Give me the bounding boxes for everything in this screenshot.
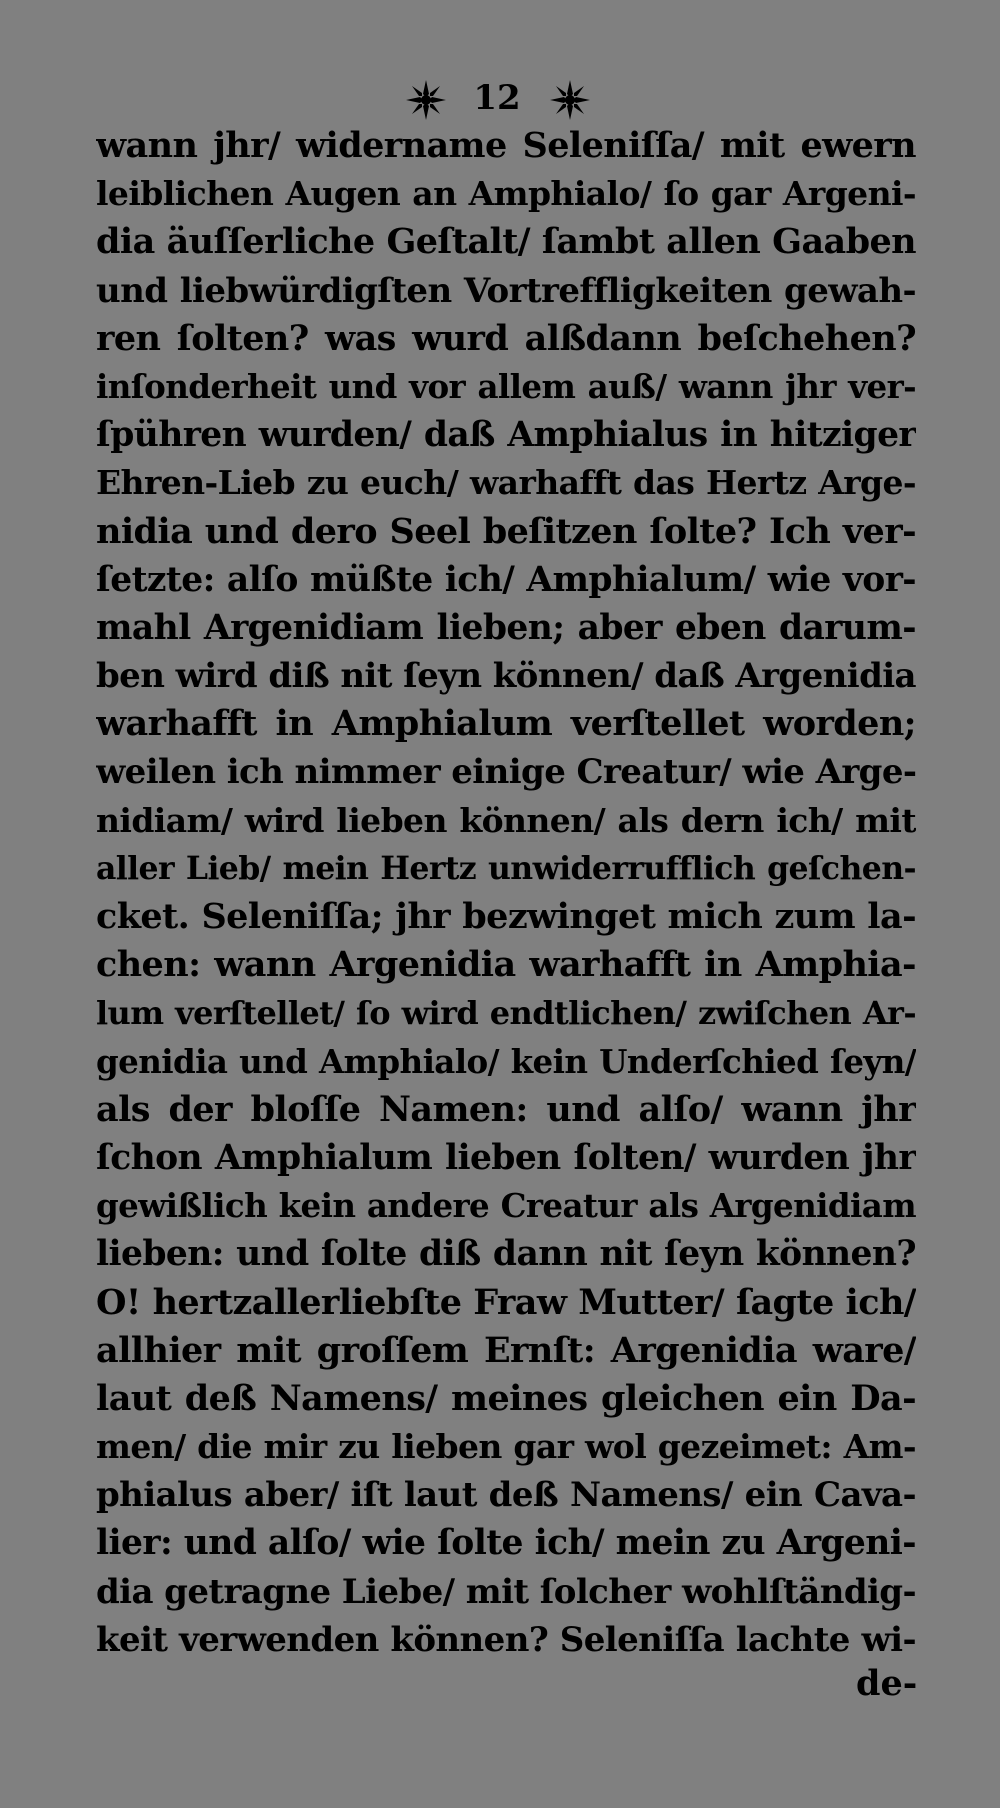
- text-line: leiblichen Augen an Amphialo/ ſo gar Argeni-: [96, 174, 916, 214]
- text-line: allhier mit groſſem Ernſt: Argenidia ware/: [96, 1329, 916, 1371]
- text-line: als der bloſſe Namen: und alſo/ wann jhr: [96, 1088, 916, 1130]
- text-line: aller Lieb/ mein Hertz unwiderrufflich geſchen-: [96, 849, 916, 887]
- text-line: nidiam/ wird lieben können/ als dern ich/ mit: [96, 800, 916, 840]
- text-line: und liebwürdigſten Vortreffligkeiten gewah-: [96, 270, 916, 311]
- text-line: genidia und Amphialo/ kein Underſchied ſeyn/: [96, 1041, 916, 1081]
- text-line: gewißlich kein andere Creatur als Argenidiam: [96, 1186, 916, 1226]
- text-line: ſetzte: alſo müßte ich/ Amphialum/ wie vor-: [96, 559, 916, 600]
- text-line: lieben: und ſolte diß dann nit ſeyn können?: [96, 1234, 916, 1275]
- text-line: lum verſtellet/ ſo wird endtlichen/ zwiſchen Ar-: [96, 994, 916, 1033]
- catchword: de-: [856, 1663, 918, 1704]
- page-header: [0, 74, 1000, 124]
- text-line: O! hertzallerliebſte Fraw Mutter/ ſagte ich/: [96, 1281, 916, 1323]
- text-line: dia äuſſerliche Geſtalt/ ſambt allen Gaaben: [96, 221, 916, 263]
- floral-ornament-icon: [548, 78, 592, 122]
- text-line: chen: wann Argenidia warhafft in Amphia-: [96, 944, 916, 986]
- text-line: keit verwenden können? Seleniſſa lachte wi-: [96, 1619, 916, 1660]
- text-line: lier: und alſo/ wie ſolte ich/ mein zu Argeni-: [96, 1523, 916, 1564]
- text-line: wann jhr/ widername Seleniſſa/ mit ewern: [96, 125, 916, 166]
- text-line: Ehren-Lieb zu euch/ warhafft das Hertz Arge-: [96, 463, 916, 503]
- text-line: inſonderheit und vor allem auß/ wann jhr ver-: [96, 366, 916, 406]
- text-line: cket. Seleniſſa; jhr bezwinget mich zum la-: [96, 896, 916, 937]
- text-line: ben wird diß nit ſeyn können/ daß Argenidia: [96, 656, 916, 697]
- body-text: [96, 122, 916, 1664]
- text-line: dia getragne Liebe/ mit ſolcher wohlſtändig-: [96, 1571, 916, 1612]
- text-line: laut deß Namens/ meines gleichen ein Da-: [96, 1377, 916, 1419]
- page-number: 12: [473, 78, 521, 118]
- text-line: ſpühren wurden/ daß Amphialus in hitziger: [96, 415, 916, 456]
- floral-ornament-icon: [404, 78, 448, 122]
- text-line: nidia und dero Seel beſitzen ſolte? Ich ver-: [96, 510, 916, 552]
- text-line: warhafft in Amphialum verſtellet worden;: [96, 703, 916, 745]
- text-line: weilen ich nimmer einige Creatur/ wie Arge-: [96, 752, 916, 793]
- text-line: mahl Argenidiam lieben; aber eben darum-: [96, 607, 916, 648]
- text-line: phialus aber/ iſt laut deß Namens/ ein Cava-: [96, 1475, 916, 1516]
- text-line: ren ſolten? was wurd alßdann beſchehen?: [96, 317, 916, 359]
- text-line: ſchon Amphialum lieben ſolten/ wurden jhr: [96, 1137, 916, 1178]
- text-line: men/ die mir zu lieben gar wol gezeimet: Am-: [96, 1427, 916, 1467]
